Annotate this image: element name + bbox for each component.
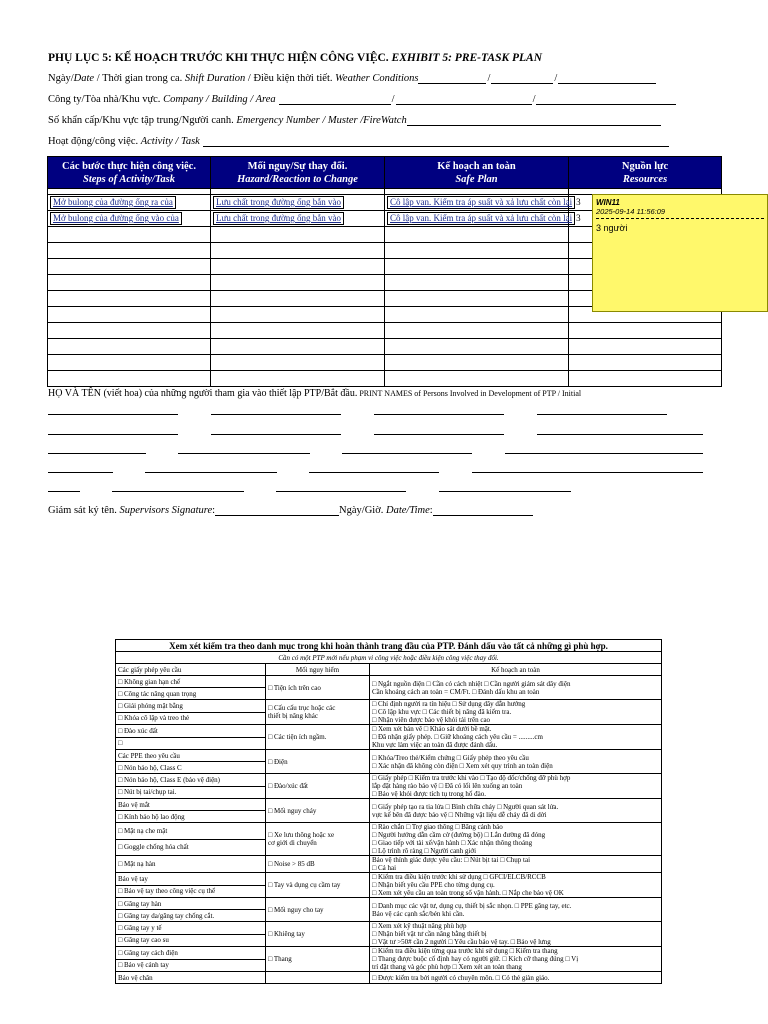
resources-cell[interactable]	[569, 323, 722, 339]
name-line[interactable]	[48, 414, 178, 415]
permit-item[interactable]: □ Găng tay cao su	[116, 934, 266, 947]
resources-cell[interactable]	[569, 371, 722, 387]
hazard-cell[interactable]	[211, 323, 385, 339]
safe-plan-item[interactable]: □ Chỉ định người ra tín hiệu □ Sử dụng dây dẫn hướng □ Cô lập khu vực □ Các thiết bị nâng đã kiểm tra. □ Nhận viên được bảo vệ khỏi tải trên cao	[370, 700, 662, 725]
checklist-row	[116, 947, 662, 960]
company-label-vn: Công ty/Tòa nhà/Khu vực.	[48, 94, 164, 105]
weather-field[interactable]	[558, 73, 656, 84]
safe-plan-item[interactable]: □ Xem xét bản vẽ □ Khảo sát dưới bề mặt. □ Đã nhận giấy phép. □ Giữ khoảng cách yêu cầu = .........cm Khu vực làm việc an toàn đã được đánh dấu.	[370, 725, 662, 750]
checklist-subtitle-row	[116, 652, 662, 664]
shift-label-vn: / Thời gian trong ca.	[94, 73, 185, 84]
date-field[interactable]	[418, 73, 486, 84]
permit-item[interactable]: □ Khóa cô lập và treo thẻ	[116, 712, 266, 725]
permit-item[interactable]: □ Bảo vệ tay theo công việc cụ thể	[116, 885, 266, 898]
col-header-safe-plan: Kế hoạch an toàn	[370, 664, 662, 676]
safe-plan-item[interactable]: □ Giấy phép □ Kiểm tra trước khi vào □ Tạo độ dốc/chống đỡ phù hợp lắp đặt hàng rào bảo vệ □ Đã có lối lên xuống an toàn □ Bảo vệ khỏi được tích tụ trong hố đào.	[370, 774, 662, 799]
safe-plan-text[interactable]: Cô lập van. Kiểm tra áp suất và xả lưu chất còn lại	[387, 196, 575, 209]
checklist-row	[116, 750, 662, 762]
header-hazard	[211, 157, 385, 189]
checklist-row	[116, 676, 662, 688]
review-checklist-table	[115, 639, 662, 984]
step-cell[interactable]	[48, 323, 211, 339]
permit-item[interactable]: □ Găng tay da/găng tay chống cắt.	[116, 910, 266, 922]
header-hazard-vn: Mối nguy/Sự thay đổi.	[247, 160, 348, 172]
step-cell[interactable]	[48, 195, 211, 211]
permit-item[interactable]: □ Găng tay y tế	[116, 922, 266, 935]
slash: /	[487, 73, 491, 84]
emergency-label-vn: Số khẩn cấp/Khu vực tập trung/Người canh.	[48, 115, 237, 126]
hazard-item[interactable]: □ Khiêng tay	[266, 922, 370, 947]
company-field[interactable]	[279, 94, 391, 105]
table-row	[48, 371, 722, 387]
hazard-cell[interactable]	[211, 371, 385, 387]
permit-item[interactable]: □ Goggle chống hóa chất	[116, 839, 266, 856]
slash: /	[554, 73, 558, 84]
permit-item[interactable]: □ Găng tay cách điện	[116, 947, 266, 960]
checklist-row	[116, 799, 662, 811]
name-line[interactable]	[48, 434, 178, 435]
header-resources	[569, 157, 722, 189]
name-line[interactable]	[374, 414, 504, 415]
safe-plan-item[interactable]: □ Kiểm tra điều kiện từng qua trước khi sử dụng □ Kiểm tra thang □ Thang được buộc cố định hay có người giữ. □ Kích cỡ thang đúng □ Vị trí đặt thang và góc phù hợp □ Xem xét an toàn thang	[370, 947, 662, 972]
header-safe-plan-en: Safe Plan	[455, 173, 498, 185]
page-title	[48, 52, 542, 64]
hazard-cell[interactable]	[211, 259, 385, 275]
permit-item[interactable]: □ Mặt nạ che mặt	[116, 823, 266, 840]
hazard-cell[interactable]	[211, 291, 385, 307]
permit-item[interactable]: □ Kính bảo hộ lao động	[116, 811, 266, 823]
safe-plan-cell[interactable]	[385, 355, 569, 371]
header-safe-plan-vn: Kế hoạch an toàn	[437, 160, 516, 172]
table-row	[48, 355, 722, 371]
col-header-permits: Các giấy phép yêu cầu	[116, 664, 266, 676]
hazard-item[interactable]: □ Điện	[266, 750, 370, 774]
title-english: EXHIBIT 5: PRE-TASK PLAN	[388, 52, 543, 64]
name-line[interactable]	[48, 472, 113, 473]
header-resources-en: Resources	[622, 173, 668, 185]
hazard-item[interactable]: □ Đào/xúc đất	[266, 774, 370, 799]
safe-plan-cell[interactable]	[385, 243, 569, 259]
step-cell[interactable]	[48, 291, 211, 307]
safe-plan-item[interactable]: □ Xem xét kỹ thuật nâng phù hợp □ Nhận biết vật tư cần nâng bằng thiết bị □ Vật tư >50# cần 2 người □ Yêu cầu bảo vệ tay. □ Bảo vệ lưng	[370, 922, 662, 947]
checklist-row	[116, 972, 662, 984]
safe-plan-cell[interactable]	[385, 371, 569, 387]
checklist-row	[116, 898, 662, 910]
name-line[interactable]	[342, 453, 472, 454]
signature-label-vn: Giám sát ký tên.	[48, 505, 120, 516]
name-line[interactable]	[537, 434, 703, 435]
hazard-item[interactable]: □ Mối nguy cho tay	[266, 898, 370, 922]
activity-label-en: Activity / Task	[140, 136, 200, 147]
safe-plan-cell[interactable]	[385, 195, 581, 211]
checklist-row	[116, 774, 662, 787]
safe-plan-item[interactable]: □ Rào chắn □ Trợ giao thông □ Băng cảnh báo □ Người hướng dẫn cầm cờ (đường bộ) □ Lắn đường đã đóng □ Giao tiếp với tài xế/vận hành □ Xác nhận thông thoáng □ Lộ trình rõ ràng □ Người canh giới	[370, 823, 662, 856]
comment-note[interactable]	[592, 194, 768, 312]
sig-date-colon: :	[429, 505, 433, 516]
signature-field[interactable]	[215, 505, 339, 516]
hazard-cell[interactable]	[211, 339, 385, 355]
step-cell[interactable]	[48, 307, 211, 323]
names-heading-en: PRINT NAMES of Persons Involved in Development of PTP / Initial	[357, 389, 582, 398]
permit-item[interactable]: □ Giải phóng mặt bằng	[116, 700, 266, 713]
hazard-cell[interactable]	[211, 307, 385, 323]
header-steps-en: Steps of Activity/Task	[83, 173, 175, 185]
hazard-cell[interactable]	[211, 195, 385, 211]
signature-colon: :	[212, 505, 216, 516]
table-row	[48, 339, 722, 355]
permit-item[interactable]: □ Không gian hạn chế	[116, 676, 266, 688]
hazard-cell[interactable]	[211, 211, 385, 227]
checklist-row	[116, 873, 662, 886]
safe-plan-cell[interactable]	[385, 307, 569, 323]
name-line[interactable]	[439, 491, 571, 492]
names-heading-vn: HỌ VÀ TÊN (viết hoa) của những người tham gia vào thiết lập PTP/Bắt đầu.	[48, 388, 358, 399]
building-field[interactable]	[396, 94, 532, 105]
activity-line	[48, 136, 669, 150]
name-line[interactable]	[505, 453, 703, 454]
checklist-header-row	[116, 664, 662, 676]
slash: /	[532, 94, 536, 105]
permit-item[interactable]: □	[116, 737, 266, 750]
hazard-text[interactable]: Lưu chất trong đường ống bắn vào	[213, 196, 344, 209]
checklist-subtitle: Cần có một PTP mới nếu phạm vi công việc hoặc điều kiện công việc thay đổi.	[116, 652, 662, 664]
hazard-item[interactable]: □ Các tiện ích ngầm.	[266, 725, 370, 750]
safe-plan-item[interactable]: □ Kiểm tra điều kiện trước khi sử dụng □ GFCI/ELCB/RCCB □ Nhận biết yêu cầu PPE cho từng dụng cụ. □ Xem xét yêu cầu an toàn trong sổ vận hành. □ Nắp che bảo vệ OK	[370, 873, 662, 898]
name-line[interactable]	[374, 434, 504, 435]
name-line[interactable]	[276, 491, 406, 492]
resource-text: 3	[576, 213, 581, 223]
checklist-title-row	[116, 640, 662, 652]
shift-label-en: Shift Duration	[184, 73, 246, 84]
title-vietnamese: PHỤ LỤC 5: KẾ HOẠCH TRƯỚC KHI THỰC HIỆN CÔNG VIỆC.	[48, 52, 389, 64]
checklist-row	[116, 700, 662, 713]
safe-plan-item[interactable]: Bảo vệ thính giác được yêu cầu: □ Nút bịt tai □ Chụp tai □ Cả hai	[370, 856, 662, 873]
activity-field[interactable]	[203, 136, 669, 147]
name-line[interactable]	[537, 414, 667, 415]
permit-item[interactable]: Bảo vệ chân	[116, 972, 266, 984]
checklist-title: Xem xét kiểm tra theo danh mục trong khi hoàn thành trang đầu của PTP. Đánh dấu vào tất cả những gì phù hợp.	[116, 640, 662, 652]
safe-plan-item[interactable]: □ Danh mục các vật tư, dụng cụ, thiết bị sắc nhọn. □ PPE găng tay, etc. Bảo vệ các cạnh sắc/bén khi cần.	[370, 898, 662, 922]
hazard-item[interactable]: □ Noise > 85 dB	[266, 856, 370, 873]
hazard-cell[interactable]	[211, 243, 385, 259]
safe-plan-item[interactable]: □ Được kiểm tra bởi người có chuyên môn. □ Có thẻ giàn giáo.	[370, 972, 662, 984]
hazard-item[interactable]	[266, 972, 370, 984]
step-cell[interactable]	[48, 339, 211, 355]
sig-date-label-vn: Ngày/Giờ.	[339, 505, 386, 516]
comment-text[interactable]: 3 người	[596, 223, 628, 233]
header-resources-vn: Nguồn lực	[621, 160, 669, 172]
safe-plan-cell[interactable]	[385, 259, 569, 275]
permit-item[interactable]: □ Mặt nạ hàn	[116, 856, 266, 873]
col-header-hazards: Mối nguy hiểm	[266, 664, 370, 676]
resource-text: 3	[576, 197, 581, 207]
company-label-en: Company / Building / Area	[163, 94, 276, 105]
comment-author: WIN11	[596, 198, 620, 207]
name-line[interactable]	[178, 453, 310, 454]
step-cell[interactable]	[48, 371, 211, 387]
hazard-cell[interactable]	[211, 355, 385, 371]
company-line	[48, 94, 676, 108]
emergency-line	[48, 115, 661, 129]
checklist-row	[116, 856, 662, 873]
permit-item[interactable]: □ Bảo vệ cánh tay	[116, 959, 266, 972]
shift-field[interactable]	[491, 73, 553, 84]
permit-item[interactable]: □ Đào xúc đất	[116, 725, 266, 738]
safe-plan-cell[interactable]	[385, 275, 569, 291]
permit-item[interactable]: Các PPE theo yêu cầu	[116, 750, 266, 762]
area-field[interactable]	[536, 94, 676, 105]
permit-item[interactable]: Bảo vệ tay	[116, 873, 266, 886]
checklist-row	[116, 922, 662, 935]
name-line[interactable]	[309, 472, 439, 473]
hazard-item[interactable]: □ Tiện ích trên cao	[266, 676, 370, 700]
name-line[interactable]	[211, 434, 341, 435]
permit-item[interactable]: Bảo vệ mắt	[116, 799, 266, 811]
date-label-en: Date	[73, 73, 95, 84]
hazard-item[interactable]: □ Thang	[266, 947, 370, 972]
name-line[interactable]	[145, 472, 277, 473]
supervisor-signature-line	[48, 505, 533, 516]
resources-cell[interactable]	[569, 339, 722, 355]
hazard-cell[interactable]	[211, 227, 385, 243]
permit-item[interactable]: □ Nón bảo hộ, Class C	[116, 762, 266, 774]
signature-date-field[interactable]	[433, 505, 533, 516]
signature-label-en: Supervisors Signature	[119, 505, 213, 516]
emergency-field[interactable]	[407, 115, 661, 126]
date-label-vn: Ngày/	[48, 73, 74, 84]
name-line[interactable]	[48, 453, 146, 454]
safe-plan-cell[interactable]	[385, 211, 581, 227]
permit-item[interactable]: □ Găng tay hàn	[116, 898, 266, 910]
header-safe-plan	[385, 157, 569, 189]
step-cell[interactable]	[48, 259, 211, 275]
step-text[interactable]: Mở bulong của đường ống ra của	[50, 196, 176, 209]
permit-item[interactable]: □ Nút bị tai/chụp tai.	[116, 786, 266, 799]
weather-label-en: Weather Conditions	[335, 73, 419, 84]
hazard-text[interactable]: Lưu chất trong đường ống bắn vào	[213, 212, 344, 225]
step-cell[interactable]	[48, 275, 211, 291]
checklist-row	[116, 823, 662, 840]
step-text[interactable]: Mở bulong của đường ống vào của	[50, 212, 182, 225]
sig-date-label-en: Date/Time	[386, 505, 430, 516]
safe-plan-item[interactable]: □ Ngắt nguồn điện □ Cần có cách nhiệt □ Cần người giám sát dây điện Cần khoảng cách an toàn = CM/Ft. □ Đánh dấu khu an toàn	[370, 676, 662, 700]
names-heading	[48, 388, 581, 399]
checklist-row	[116, 725, 662, 738]
hazard-item[interactable]: □ Xe lưu thông hoặc xe cơ giới di chuyển	[266, 823, 370, 856]
permit-item[interactable]: □ Nón bảo hộ, Class E (bảo vệ điện)	[116, 774, 266, 787]
header-steps	[48, 157, 211, 189]
date-shift-weather-line	[48, 73, 656, 87]
name-line[interactable]	[211, 414, 341, 415]
name-line[interactable]	[48, 491, 80, 492]
resources-cell[interactable]	[569, 355, 722, 371]
safe-plan-item[interactable]: □ Khóa/Treo thẻ/Kiểm chứng □ Giấy phép theo yêu cầu □ Xác nhận đã không còn điện □ Xem xét quy trình an toàn điện	[370, 750, 662, 774]
table-row	[48, 323, 722, 339]
step-cell[interactable]	[48, 243, 211, 259]
comment-timestamp: 2025-09-14 11:56:09	[596, 207, 666, 216]
name-line[interactable]	[472, 472, 703, 473]
step-cell[interactable]	[48, 227, 211, 243]
plan-table-header	[48, 157, 722, 189]
hazard-item[interactable]: □ Cấu cấu trục hoặc các thiết bị nâng khác	[266, 700, 370, 725]
permit-item[interactable]: □ Công tác nâng quan trọng	[116, 688, 266, 700]
weather-label-vn: / Điều kiện thời tiết.	[245, 73, 336, 84]
safe-plan-cell[interactable]	[385, 323, 569, 339]
hazard-item[interactable]: □ Mối nguy cháy	[266, 799, 370, 823]
step-cell[interactable]	[48, 355, 211, 371]
header-hazard-en: Hazard/Reaction to Change	[237, 173, 358, 185]
activity-label-vn: Hoạt động/công việc.	[48, 136, 141, 147]
safe-plan-cell[interactable]	[385, 227, 569, 243]
emergency-label-en: Emergency Number / Muster /FireWatch	[236, 115, 407, 126]
safe-plan-cell[interactable]	[385, 291, 569, 307]
step-cell[interactable]	[48, 211, 211, 227]
safe-plan-item[interactable]: □ Giấy phép tạo ra tia lửa □ Bình chữa cháy □ Người quan sát lửa. vực kế bên đã được bảo vệ □ Những vật liệu dễ cháy đã di dời	[370, 799, 662, 823]
name-line[interactable]	[112, 491, 244, 492]
safe-plan-cell[interactable]	[385, 339, 569, 355]
safe-plan-text[interactable]: Cô lập van. Kiểm tra áp suất và xả lưu chất còn lại	[387, 212, 575, 225]
hazard-item[interactable]: □ Tay và dụng cụ cầm tay	[266, 873, 370, 898]
comment-divider	[596, 218, 764, 219]
hazard-cell[interactable]	[211, 275, 385, 291]
slash: /	[391, 94, 395, 105]
header-steps-vn: Các bước thực hiện công việc.	[62, 160, 196, 172]
